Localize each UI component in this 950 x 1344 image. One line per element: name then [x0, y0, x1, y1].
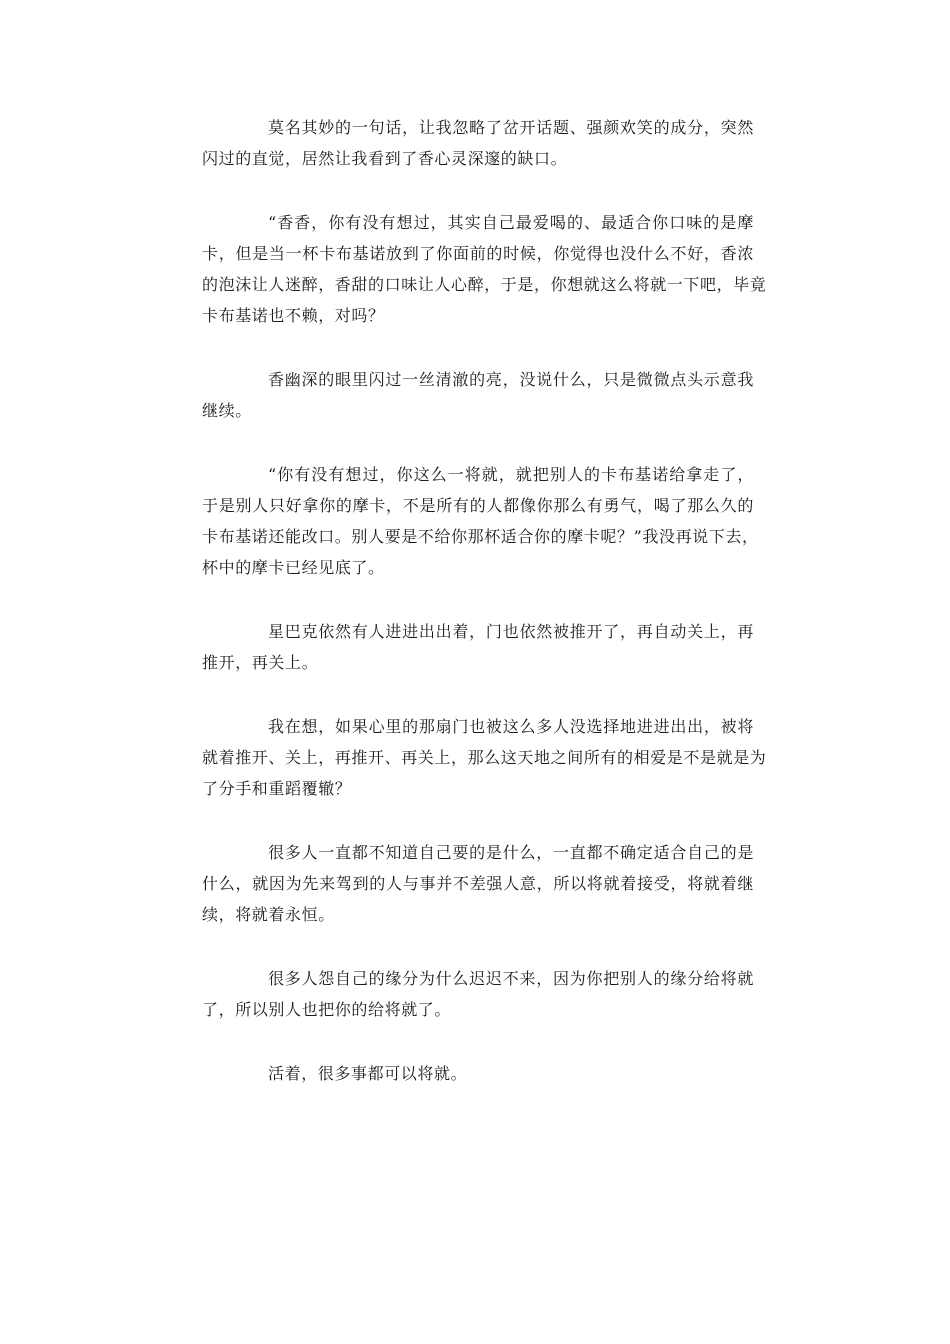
paragraph-7: [202, 837, 754, 930]
paragraph-line: 莫名其妙的一句话，让我忽略了岔开话题、强颜欢笑的成分，突然: [268, 118, 754, 137]
paragraph-line: 了分手和重蹈覆辙？: [202, 779, 352, 798]
paragraph-3: [202, 364, 754, 426]
paragraph-line: 卡布基诺还能改口。别人要是不给你那杯适合你的摩卡呢？”我没再说下去，: [202, 527, 759, 546]
paragraph-5: [202, 616, 754, 678]
paragraph-line: 活着，很多事都可以将就。: [268, 1064, 468, 1083]
paragraph-line: 的泡沫让人迷醉，香甜的口味让人心醉，于是，你想就这么将就一下吧，毕竟: [202, 275, 767, 294]
paragraph-line: 卡，但是当一杯卡布基诺放到了你面前的时候，你觉得也没什么不好，香浓: [202, 244, 754, 263]
paragraph-line: “你有没有想过，你这么一将就，就把别人的卡布基诺给拿走了，: [268, 465, 754, 484]
paragraph-line: 香幽深的眼里闪过一丝清澈的亮，没说什么，只是微微点头示意我: [268, 370, 754, 389]
document-page: [202, 112, 767, 1122]
paragraph-line: 了，所以别人也把你的给将就了。: [202, 1000, 452, 1019]
paragraph-line: 很多人一直都不知道自己要的是什么，一直都不确定适合自己的是: [268, 843, 754, 862]
paragraph-line: 推开，再关上。: [202, 653, 319, 672]
paragraph-line: “香香，你有没有想过，其实自己最爱喝的、最适合你口味的是摩: [268, 213, 754, 232]
paragraph-6: [202, 711, 767, 804]
paragraph-1: [202, 112, 754, 174]
paragraph-line: 就着推开、关上，再推开、再关上，那么这天地之间所有的相爱是不是就是为: [202, 748, 767, 767]
paragraph-line: 什么，就因为先来驾到的人与事并不差强人意，所以将就着接受，将就着继: [202, 874, 754, 893]
paragraph-line: 很多人怨自己的缘分为什么迟迟不来，因为你把别人的缘分给将就: [268, 969, 754, 988]
paragraph-line: 续，将就着永恒。: [202, 905, 335, 924]
paragraph-line: 我在想，如果心里的那扇门也被这么多人没选择地进进出出，被将: [268, 717, 754, 736]
paragraph-line: 星巴克依然有人进进出出着，门也依然被推开了，再自动关上，再: [268, 622, 754, 641]
paragraph-line: 于是别人只好拿你的摩卡，不是所有的人都像你那么有勇气，喝了那么久的: [202, 496, 754, 515]
paragraph-line: 杯中的摩卡已经见底了。: [202, 558, 385, 577]
paragraph-line: 闪过的直觉，居然让我看到了香心灵深邃的缺口。: [202, 149, 568, 168]
paragraph-8: [202, 963, 754, 1025]
paragraph-2: [202, 207, 767, 331]
paragraph-9: [202, 1058, 754, 1089]
paragraph-4: [202, 459, 759, 583]
paragraph-line: 继续。: [202, 401, 252, 420]
paragraph-line: 卡布基诺也不赖，对吗？: [202, 306, 385, 325]
